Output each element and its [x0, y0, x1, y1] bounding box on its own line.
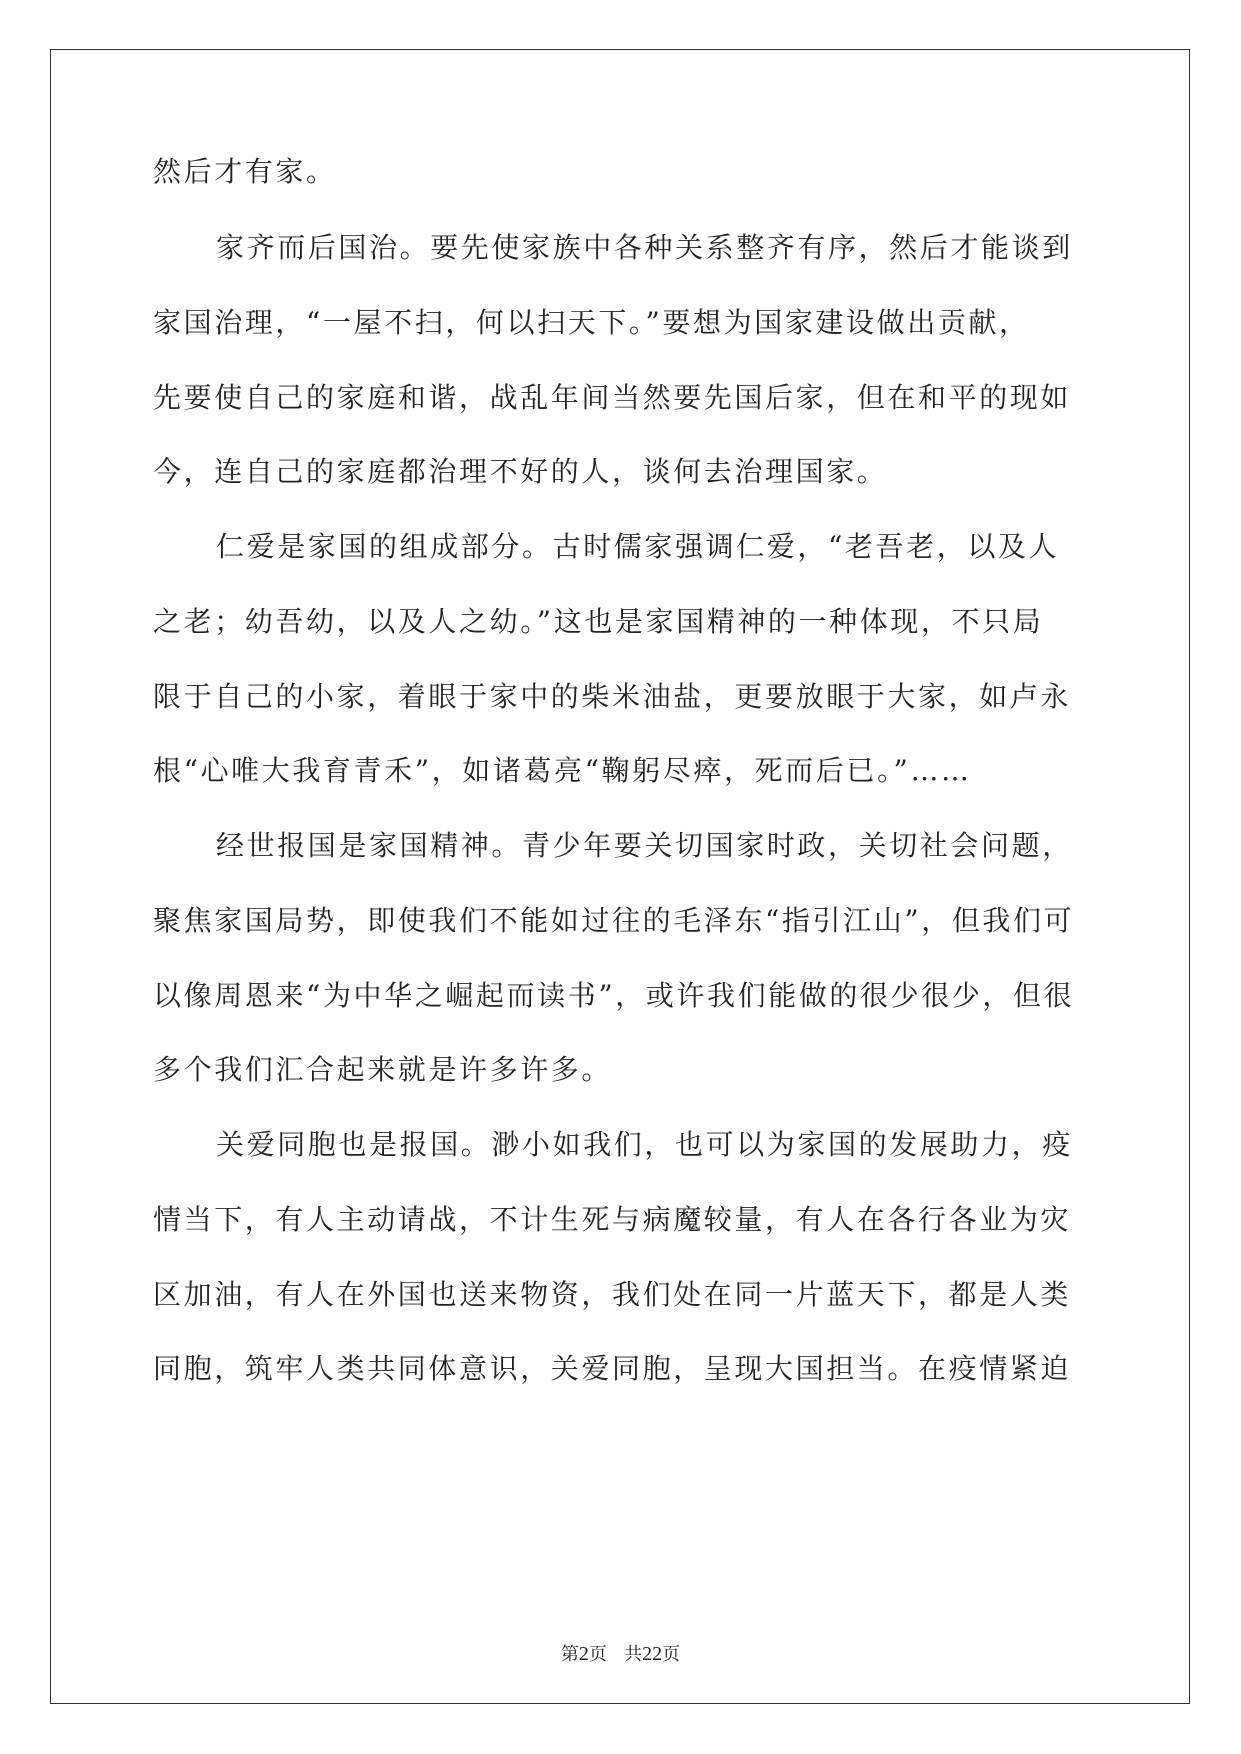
text-line: 家国治理，“一屋不扫，何以扫天下。”要想为国家建设做出贡献， [153, 306, 1030, 339]
page-footer [0, 1642, 1241, 1667]
text-line: 先要使自己的家庭和谐，战乱年间当然要先国后家，但在和平的现如 [153, 381, 1072, 414]
page-number: 2 [578, 1643, 589, 1665]
total-unit: 页 [662, 1644, 681, 1665]
text-line: 之老；幼吾幼，以及人之幼。”这也是家国精神的一种体现，不只局 [153, 605, 1044, 638]
text-line: 多个我们汇合起来就是许多许多。 [153, 1053, 613, 1086]
page-unit: 页 [588, 1644, 607, 1665]
text-line: 以像周恩来“为中华之崛起而读书”，或许我们能做的很少很少，但很 [153, 979, 1075, 1012]
text-line: 情当下，有人主动请战，不计生死与病魔较量，有人在各行各业为灾 [153, 1203, 1072, 1236]
total-prefix: 共 [624, 1644, 643, 1665]
text-line: 同胞，筑牢人类共同体意识，关爱同胞，呈现大国担当。在疫情紧迫 [153, 1352, 1072, 1385]
text-line: 根“心唯大我育青禾”，如诸葛亮“鞠躬尽瘁，死而后已。”…… [153, 754, 972, 787]
page-prefix: 第 [560, 1644, 579, 1665]
text-line: 聚焦家国局势，即使我们不能如过往的毛泽东“指引江山”，但我们可 [153, 904, 1075, 937]
page-border [50, 49, 1190, 1704]
text-line: 区加油，有人在外国也送来物资，我们处在同一片蓝天下，都是人类 [153, 1278, 1072, 1311]
text-line: 限于自己的小家，着眼于家中的柴米油盐，更要放眼于大家，如卢永 [153, 680, 1072, 713]
paragraph-first-line: 关爱同胞也是报国。渺小如我们，也可以为家国的发展助力，疫 [216, 1128, 1073, 1161]
paragraph-first-line: 仁爱是家国的组成部分。古时儒家强调仁爱，“老吾老，以及人 [216, 530, 1060, 563]
text-line: 然后才有家。 [153, 155, 337, 188]
paragraph-first-line: 经世报国是家国精神。青少年要关切国家时政，关切社会问题， [216, 829, 1073, 862]
text-line: 今，连自己的家庭都治理不好的人，谈何去治理国家。 [153, 455, 888, 488]
total-pages: 22 [642, 1643, 663, 1665]
paragraph-first-line: 家齐而后国治。要先使家族中各种关系整齐有序，然后才能谈到 [216, 231, 1073, 264]
